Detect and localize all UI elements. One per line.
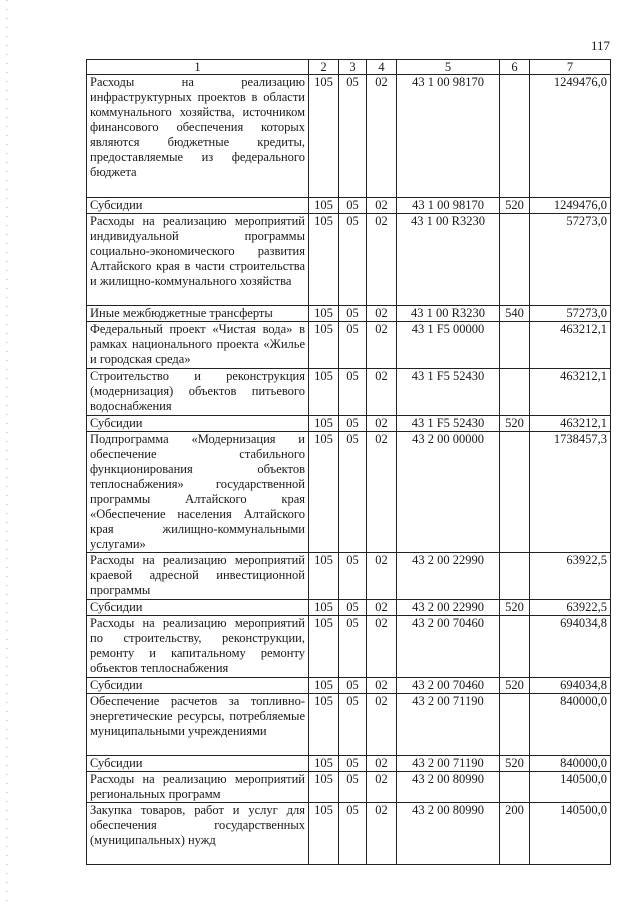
row-code-subsection: 02 <box>367 803 397 865</box>
row-code-admin: 105 <box>309 553 339 600</box>
row-name: Иные межбюджетные трансферты <box>87 306 309 322</box>
row-code-target: 43 2 00 71190 <box>397 694 500 756</box>
row-code-target: 43 1 F5 52430 <box>397 416 500 432</box>
row-code-subsection: 02 <box>367 369 397 416</box>
row-name: Расходы на реализацию мероприятий региональных программ <box>87 772 309 803</box>
row-amount: 840000,0 <box>530 694 611 756</box>
row-name: Расходы на реализацию мероприятий краевой адресной инвестиционной программы <box>87 553 309 600</box>
row-amount: 140500,0 <box>530 772 611 803</box>
table-row <box>87 322 611 369</box>
table-row <box>87 803 611 865</box>
row-code-expense-type <box>500 75 530 198</box>
row-code-subsection: 02 <box>367 553 397 600</box>
row-code-subsection: 02 <box>367 214 397 306</box>
row-code-admin: 105 <box>309 678 339 694</box>
row-code-subsection: 02 <box>367 678 397 694</box>
row-code-expense-type <box>500 694 530 756</box>
table-header-row <box>87 60 611 75</box>
row-name: Субсидии <box>87 416 309 432</box>
table-row <box>87 553 611 600</box>
row-code-section: 05 <box>339 553 367 600</box>
table-row <box>87 756 611 772</box>
row-code-section: 05 <box>339 616 367 678</box>
row-name: Расходы на реализацию мероприятий по строительству, реконструкции, ремонту и капитальному ремонту объектов теплоснабжения <box>87 616 309 678</box>
row-code-expense-type: 520 <box>500 416 530 432</box>
row-name: Расходы на реализацию инфраструктурных проектов в области коммунального хозяйства, источником финансового обеспечения которых являются бюджетные кредиты, предоставляемые из федерального бюджета <box>87 75 309 198</box>
row-code-admin: 105 <box>309 416 339 432</box>
row-code-target: 43 2 00 80990 <box>397 772 500 803</box>
row-code-expense-type <box>500 214 530 306</box>
row-amount: 1249476,0 <box>530 75 611 198</box>
row-code-target: 43 1 00 R3230 <box>397 214 500 306</box>
row-code-section: 05 <box>339 600 367 616</box>
row-code-section: 05 <box>339 369 367 416</box>
row-code-expense-type <box>500 616 530 678</box>
table-row <box>87 600 611 616</box>
row-code-subsection: 02 <box>367 772 397 803</box>
row-name: Закупка товаров, работ и услуг для обеспечения государственных (муниципальных) нужд <box>87 803 309 865</box>
row-code-expense-type <box>500 432 530 553</box>
column-header: 2 <box>309 60 339 75</box>
row-code-subsection: 02 <box>367 616 397 678</box>
row-amount: 694034,8 <box>530 678 611 694</box>
row-code-section: 05 <box>339 306 367 322</box>
row-code-admin: 105 <box>309 322 339 369</box>
row-code-admin: 105 <box>309 600 339 616</box>
row-code-admin: 105 <box>309 214 339 306</box>
row-amount: 463212,1 <box>530 416 611 432</box>
row-code-expense-type <box>500 369 530 416</box>
page-number: 117 <box>590 38 610 53</box>
row-code-expense-type: 520 <box>500 600 530 616</box>
row-amount: 140500,0 <box>530 803 611 865</box>
row-amount: 840000,0 <box>530 756 611 772</box>
row-code-subsection: 02 <box>367 756 397 772</box>
row-code-section: 05 <box>339 772 367 803</box>
row-code-section: 05 <box>339 694 367 756</box>
table-row <box>87 75 611 198</box>
row-code-target: 43 2 00 80990 <box>397 803 500 865</box>
table-row <box>87 694 611 756</box>
row-code-admin: 105 <box>309 198 339 214</box>
table-row <box>87 416 611 432</box>
row-code-subsection: 02 <box>367 432 397 553</box>
row-code-admin: 105 <box>309 772 339 803</box>
row-code-expense-type <box>500 553 530 600</box>
table-row <box>87 214 611 306</box>
row-amount: 463212,1 <box>530 322 611 369</box>
row-code-expense-type <box>500 772 530 803</box>
row-amount: 1249476,0 <box>530 198 611 214</box>
row-code-subsection: 02 <box>367 322 397 369</box>
row-code-admin: 105 <box>309 75 339 198</box>
row-code-section: 05 <box>339 678 367 694</box>
row-code-admin: 105 <box>309 369 339 416</box>
row-code-section: 05 <box>339 214 367 306</box>
row-code-target: 43 1 F5 00000 <box>397 322 500 369</box>
column-header: 1 <box>87 60 309 75</box>
row-name: Обеспечение расчетов за топливно-энергетические ресурсы, потребляемые муниципальными учреждениями <box>87 694 309 756</box>
row-code-expense-type: 520 <box>500 756 530 772</box>
row-code-target: 43 1 F5 52430 <box>397 369 500 416</box>
row-code-admin: 105 <box>309 756 339 772</box>
table-row <box>87 616 611 678</box>
row-amount: 57273,0 <box>530 306 611 322</box>
row-name: Субсидии <box>87 678 309 694</box>
table-row <box>87 369 611 416</box>
table-row <box>87 432 611 553</box>
row-code-subsection: 02 <box>367 416 397 432</box>
row-code-target: 43 1 00 98170 <box>397 198 500 214</box>
row-amount: 57273,0 <box>530 214 611 306</box>
row-code-admin: 105 <box>309 616 339 678</box>
row-code-section: 05 <box>339 756 367 772</box>
row-code-target: 43 2 00 70460 <box>397 678 500 694</box>
budget-table <box>86 59 611 865</box>
table-row <box>87 678 611 694</box>
row-code-section: 05 <box>339 322 367 369</box>
row-name: Субсидии <box>87 756 309 772</box>
row-code-subsection: 02 <box>367 694 397 756</box>
row-amount: 63922,5 <box>530 553 611 600</box>
row-code-section: 05 <box>339 75 367 198</box>
row-code-expense-type: 200 <box>500 803 530 865</box>
table-row <box>87 306 611 322</box>
row-name: Федеральный проект «Чистая вода» в рамках национального проекта «Жилье и городская среда» <box>87 322 309 369</box>
row-code-target: 43 2 00 22990 <box>397 553 500 600</box>
row-code-expense-type: 540 <box>500 306 530 322</box>
row-amount: 694034,8 <box>530 616 611 678</box>
row-code-expense-type <box>500 322 530 369</box>
row-code-subsection: 02 <box>367 198 397 214</box>
row-amount: 1738457,3 <box>530 432 611 553</box>
row-code-target: 43 2 00 71190 <box>397 756 500 772</box>
row-code-admin: 105 <box>309 306 339 322</box>
row-name: Субсидии <box>87 198 309 214</box>
row-code-admin: 105 <box>309 803 339 865</box>
scan-edge-dots <box>6 0 8 904</box>
row-code-section: 05 <box>339 432 367 553</box>
row-name: Субсидии <box>87 600 309 616</box>
row-code-subsection: 02 <box>367 306 397 322</box>
row-code-target: 43 2 00 22990 <box>397 600 500 616</box>
row-code-target: 43 2 00 70460 <box>397 616 500 678</box>
column-header: 4 <box>367 60 397 75</box>
row-code-subsection: 02 <box>367 600 397 616</box>
row-amount: 63922,5 <box>530 600 611 616</box>
row-code-expense-type: 520 <box>500 198 530 214</box>
column-header: 3 <box>339 60 367 75</box>
row-amount: 463212,1 <box>530 369 611 416</box>
row-code-expense-type: 520 <box>500 678 530 694</box>
row-name: Расходы на реализацию мероприятий индивидуальной программы социально-экономического развития Алтайского края в части строительства и жилищно-коммунального хозяйства <box>87 214 309 306</box>
column-header: 5 <box>397 60 500 75</box>
row-code-target: 43 1 00 98170 <box>397 75 500 198</box>
row-code-target: 43 1 00 R3230 <box>397 306 500 322</box>
row-code-admin: 105 <box>309 694 339 756</box>
row-name: Строительство и реконструкция (модернизация) объектов питьевого водоснабжения <box>87 369 309 416</box>
row-name: Подпрограмма «Модернизация и обеспечение стабильного функционирования объектов теплоснабжения» государственной программы Алтайского края «Обеспечение населения Алтайского края жилищно-коммунальными услугами» <box>87 432 309 553</box>
row-code-subsection: 02 <box>367 75 397 198</box>
table-row <box>87 772 611 803</box>
table-row <box>87 198 611 214</box>
row-code-section: 05 <box>339 198 367 214</box>
row-code-section: 05 <box>339 803 367 865</box>
column-header: 6 <box>500 60 530 75</box>
row-code-target: 43 2 00 00000 <box>397 432 500 553</box>
column-header: 7 <box>530 60 611 75</box>
row-code-section: 05 <box>339 416 367 432</box>
row-code-admin: 105 <box>309 432 339 553</box>
